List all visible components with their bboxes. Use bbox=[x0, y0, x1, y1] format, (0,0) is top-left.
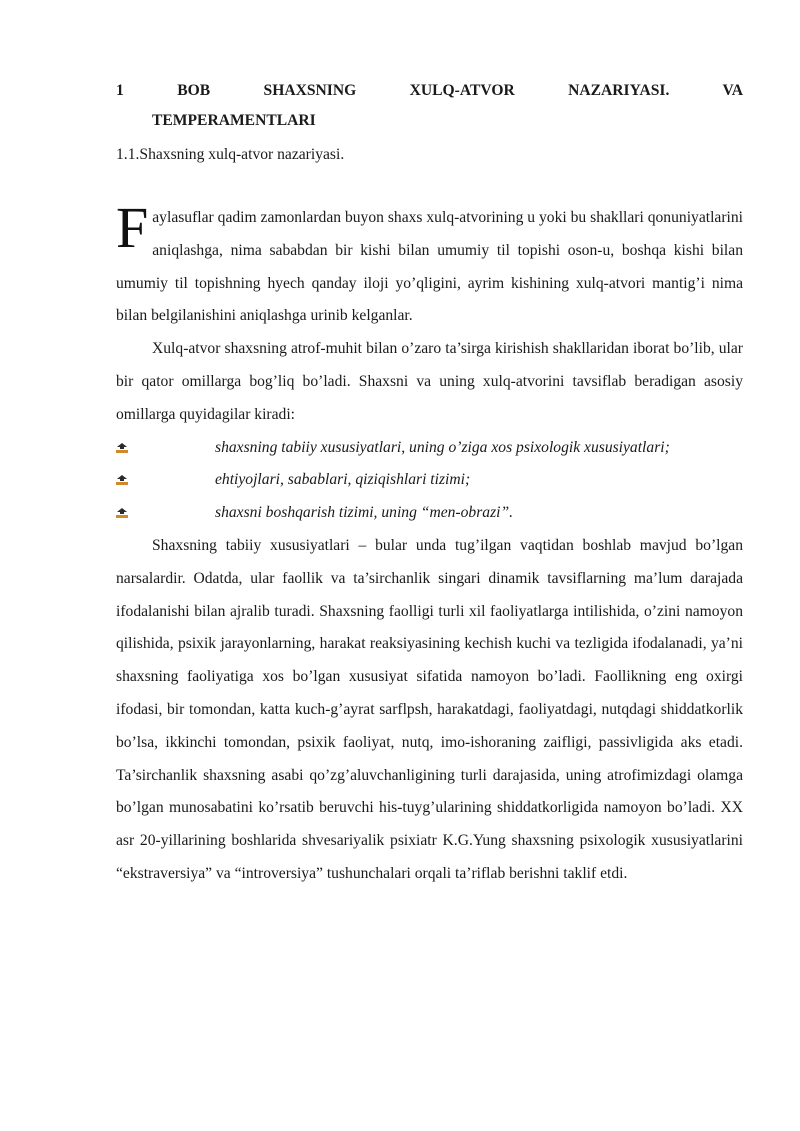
body-text bbox=[116, 195, 743, 891]
chapter-heading-line2: TEMPERAMENTLARI bbox=[152, 112, 316, 129]
paragraph: Shaxsning tabiiy xususiyatlari – bular unda tug’ilgan vaqtidan boshlab mavjud bo’lgan narsalardir. Odatda, ular faollik va ta’sirchanlik singari dinamik tavsiflarning ma’lum darajada ifodalanishi bilan ajralib turadi. Shaxsning faolligi turli xil faoliyatlarga intilishida, o’zini namoyon qilishida, psixik jarayonlarning, harakat reaksiyasining kechish kuchi va tezligida ifodalanadi, ya’ni shaxsning faoliyatiga xos bo’lgan xususiyat sifatida namoyon bo’ladi. Faollikning eng oxirgi ifodasi, bir tomondan, katta kuch-g’ayrat sarflpsh, harakatdagi, faoliyatdagi, nutqdagi shiddatkorlik bo’lsa, ikkinchi tomondan, psixik faoliyat, nutq, imo-ishoraning zaifligi, passivligida aks etadi. Ta’sirchanlik shaxsning asabi qo’zg’aluvchanligining turli darajasida, uning atrofimizdagi olamga bo’lgan munosabatini ko’rsatib beruvchi his-tuyg’ularining shiddatkorligida namoyon bo’ladi. XX asr 20-yillarining boshlarida shvesariyalik psixiatr K.G.Yung shaxsning psixologik xususiyatlarini “ekstraversiya” va “introversiya” tushunchalari orqali ta’riflab berishni taklif etdi. bbox=[116, 536, 743, 882]
list-item: ehtiyojlari, sabablari, qiziqishlari tizimi; bbox=[116, 464, 743, 497]
list-item: shaxsni boshqarish tizimi, uning “men-obrazi”. bbox=[116, 497, 743, 530]
paragraph: Xulq-atvor shaxsning atrof-muhit bilan o’zaro ta’sirga kirishish shakllaridan iborat bo’lib, ular bir qator omillarga bog’liq bo’ladi. Shaxsni va uning xulq-atvorini tavsiflab beradigan asosiy omillarga quyidagilar kiradi: bbox=[116, 340, 743, 423]
drop-cap: F bbox=[116, 195, 149, 260]
section-title: 1.1.Shaxsning xulq-atvor nazariyasi. bbox=[116, 146, 345, 163]
chapter-word: NAZARIYASI. bbox=[568, 82, 670, 99]
chapter-number: 1 bbox=[116, 82, 124, 99]
intro-text: aylasuflar qadim zamonlardan buyon shaxs xulq-atvorining u yoki bu shakllari qonuniyatlarini aniqlashga, nima sababdan bir kishi bilan umumiy til topishi oson-u, boshqa kishi bilan umumiy til topishning hyech qanday iloji yo’qligini, ayrim kishining xulq-atvori mantig’i nima bilan belgilanishini aniqlashga urinib kelganlar. bbox=[116, 209, 743, 325]
arrow-bullet-icon bbox=[116, 508, 128, 518]
intro-paragraph bbox=[116, 195, 743, 333]
arrow-bullet-icon bbox=[116, 475, 128, 485]
chapter-word: VA bbox=[722, 82, 743, 99]
chapter-word: XULQ-ATVOR bbox=[409, 82, 515, 99]
chapter-word: SHAXSNING bbox=[263, 82, 357, 99]
chapter-word: BOB bbox=[177, 82, 211, 99]
list-item: shaxsning tabiiy xususiyatlari, uning o’ziga xos psixologik xususiyatlari; bbox=[116, 432, 743, 465]
arrow-bullet-icon bbox=[116, 443, 128, 453]
chapter-heading bbox=[116, 76, 743, 106]
